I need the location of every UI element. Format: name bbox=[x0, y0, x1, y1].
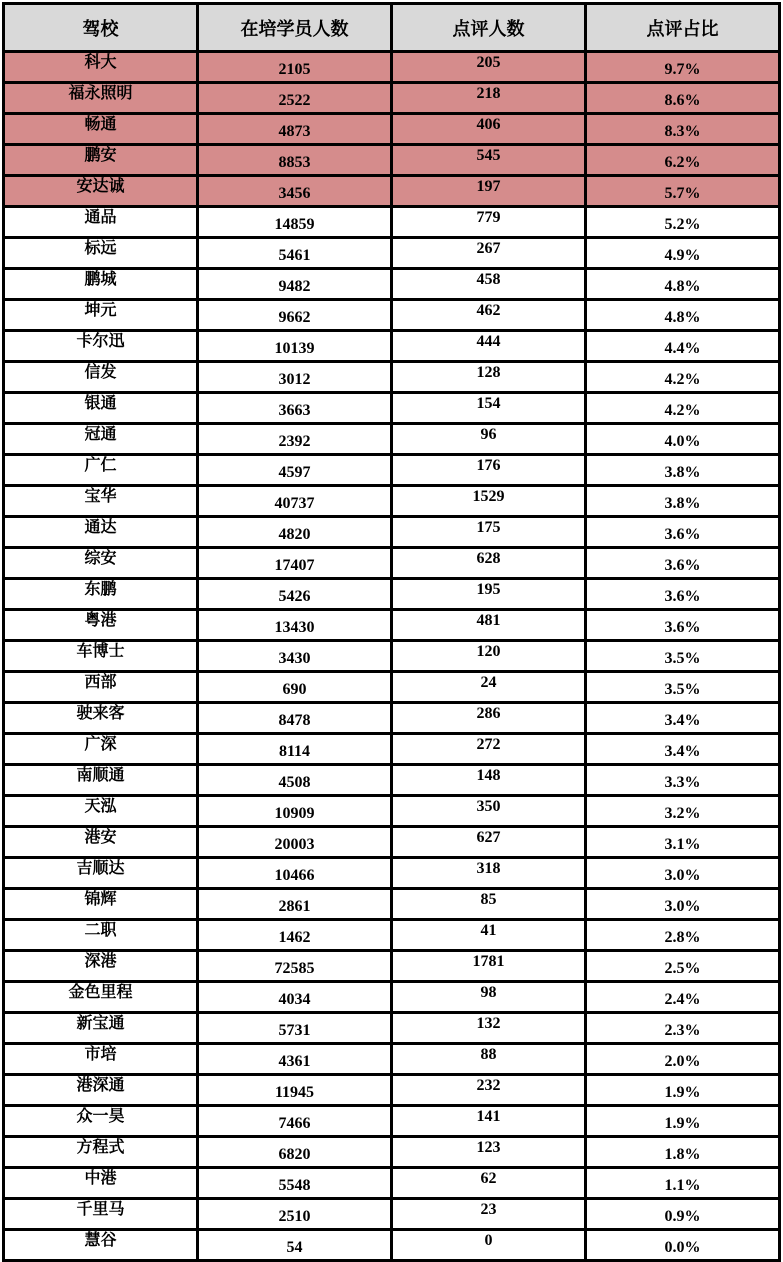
table-row bbox=[4, 393, 780, 424]
cell-school-name: 卡尔迅 bbox=[4, 331, 198, 362]
cell-review-ratio: 3.6% bbox=[586, 579, 780, 610]
cell-review-ratio: 4.0% bbox=[586, 424, 780, 455]
cell-reviews-count: 148 bbox=[392, 765, 586, 796]
cell-review-ratio: 3.6% bbox=[586, 548, 780, 579]
cell-students-count: 9482 bbox=[198, 269, 392, 300]
cell-school-name: 南顺通 bbox=[4, 765, 198, 796]
table-row bbox=[4, 796, 780, 827]
col-header-ratio: 点评占比 bbox=[586, 4, 780, 52]
cell-review-ratio: 3.0% bbox=[586, 858, 780, 889]
cell-reviews-count: 154 bbox=[392, 393, 586, 424]
cell-reviews-count: 458 bbox=[392, 269, 586, 300]
cell-reviews-count: 128 bbox=[392, 362, 586, 393]
cell-students-count: 20003 bbox=[198, 827, 392, 858]
cell-review-ratio: 3.5% bbox=[586, 672, 780, 703]
cell-review-ratio: 9.7% bbox=[586, 52, 780, 83]
cell-reviews-count: 545 bbox=[392, 145, 586, 176]
table-row bbox=[4, 1013, 780, 1044]
cell-students-count: 40737 bbox=[198, 486, 392, 517]
cell-reviews-count: 176 bbox=[392, 455, 586, 486]
table-row bbox=[4, 83, 780, 114]
table-row bbox=[4, 238, 780, 269]
table-row bbox=[4, 610, 780, 641]
cell-school-name: 市培 bbox=[4, 1044, 198, 1075]
cell-school-name: 车博士 bbox=[4, 641, 198, 672]
cell-reviews-count: 286 bbox=[392, 703, 586, 734]
table-row bbox=[4, 455, 780, 486]
cell-reviews-count: 1781 bbox=[392, 951, 586, 982]
header-row bbox=[4, 4, 780, 52]
cell-students-count: 10909 bbox=[198, 796, 392, 827]
table-row bbox=[4, 1168, 780, 1199]
cell-school-name: 驶来客 bbox=[4, 703, 198, 734]
cell-review-ratio: 6.2% bbox=[586, 145, 780, 176]
table-row bbox=[4, 920, 780, 951]
cell-reviews-count: 1529 bbox=[392, 486, 586, 517]
cell-school-name: 广仁 bbox=[4, 455, 198, 486]
cell-students-count: 3663 bbox=[198, 393, 392, 424]
cell-school-name: 锦辉 bbox=[4, 889, 198, 920]
table-row bbox=[4, 486, 780, 517]
cell-students-count: 11945 bbox=[198, 1075, 392, 1106]
cell-students-count: 13430 bbox=[198, 610, 392, 641]
cell-students-count: 2522 bbox=[198, 83, 392, 114]
cell-school-name: 综安 bbox=[4, 548, 198, 579]
cell-school-name: 冠通 bbox=[4, 424, 198, 455]
cell-reviews-count: 462 bbox=[392, 300, 586, 331]
cell-school-name: 慧谷 bbox=[4, 1230, 198, 1261]
cell-review-ratio: 4.2% bbox=[586, 362, 780, 393]
table-row bbox=[4, 858, 780, 889]
cell-review-ratio: 3.0% bbox=[586, 889, 780, 920]
cell-reviews-count: 62 bbox=[392, 1168, 586, 1199]
table-row bbox=[4, 1199, 780, 1230]
table-row bbox=[4, 889, 780, 920]
cell-review-ratio: 2.4% bbox=[586, 982, 780, 1013]
cell-students-count: 4597 bbox=[198, 455, 392, 486]
cell-students-count: 54 bbox=[198, 1230, 392, 1261]
cell-school-name: 深港 bbox=[4, 951, 198, 982]
cell-students-count: 17407 bbox=[198, 548, 392, 579]
cell-reviews-count: 98 bbox=[392, 982, 586, 1013]
cell-review-ratio: 3.6% bbox=[586, 610, 780, 641]
cell-reviews-count: 779 bbox=[392, 207, 586, 238]
cell-school-name: 信发 bbox=[4, 362, 198, 393]
cell-school-name: 吉顺达 bbox=[4, 858, 198, 889]
cell-students-count: 5426 bbox=[198, 579, 392, 610]
cell-reviews-count: 218 bbox=[392, 83, 586, 114]
cell-reviews-count: 23 bbox=[392, 1199, 586, 1230]
cell-students-count: 5548 bbox=[198, 1168, 392, 1199]
cell-reviews-count: 123 bbox=[392, 1137, 586, 1168]
cell-school-name: 畅通 bbox=[4, 114, 198, 145]
cell-students-count: 5461 bbox=[198, 238, 392, 269]
driving-school-table bbox=[2, 2, 781, 1262]
cell-students-count: 690 bbox=[198, 672, 392, 703]
cell-students-count: 2861 bbox=[198, 889, 392, 920]
table-row bbox=[4, 1137, 780, 1168]
cell-school-name: 港安 bbox=[4, 827, 198, 858]
table-row bbox=[4, 641, 780, 672]
cell-students-count: 4873 bbox=[198, 114, 392, 145]
cell-review-ratio: 3.4% bbox=[586, 703, 780, 734]
cell-reviews-count: 96 bbox=[392, 424, 586, 455]
cell-review-ratio: 2.5% bbox=[586, 951, 780, 982]
table-body bbox=[4, 52, 780, 1261]
cell-review-ratio: 4.2% bbox=[586, 393, 780, 424]
cell-review-ratio: 3.1% bbox=[586, 827, 780, 858]
cell-review-ratio: 0.9% bbox=[586, 1199, 780, 1230]
table-row bbox=[4, 1075, 780, 1106]
cell-reviews-count: 232 bbox=[392, 1075, 586, 1106]
cell-review-ratio: 4.4% bbox=[586, 331, 780, 362]
cell-reviews-count: 85 bbox=[392, 889, 586, 920]
cell-review-ratio: 4.8% bbox=[586, 269, 780, 300]
cell-review-ratio: 3.5% bbox=[586, 641, 780, 672]
table-row bbox=[4, 207, 780, 238]
cell-reviews-count: 406 bbox=[392, 114, 586, 145]
cell-students-count: 4034 bbox=[198, 982, 392, 1013]
cell-reviews-count: 141 bbox=[392, 1106, 586, 1137]
table-row bbox=[4, 982, 780, 1013]
cell-review-ratio: 8.3% bbox=[586, 114, 780, 145]
table-row bbox=[4, 424, 780, 455]
table-row bbox=[4, 300, 780, 331]
cell-school-name: 标远 bbox=[4, 238, 198, 269]
cell-review-ratio: 1.9% bbox=[586, 1106, 780, 1137]
cell-students-count: 3012 bbox=[198, 362, 392, 393]
table-row bbox=[4, 703, 780, 734]
table-row bbox=[4, 827, 780, 858]
cell-students-count: 72585 bbox=[198, 951, 392, 982]
cell-students-count: 3430 bbox=[198, 641, 392, 672]
cell-school-name: 坤元 bbox=[4, 300, 198, 331]
cell-review-ratio: 2.3% bbox=[586, 1013, 780, 1044]
table-row bbox=[4, 951, 780, 982]
cell-review-ratio: 5.2% bbox=[586, 207, 780, 238]
table-row bbox=[4, 734, 780, 765]
cell-students-count: 2392 bbox=[198, 424, 392, 455]
table-row bbox=[4, 517, 780, 548]
cell-reviews-count: 120 bbox=[392, 641, 586, 672]
table-row bbox=[4, 672, 780, 703]
cell-school-name: 中港 bbox=[4, 1168, 198, 1199]
table-row bbox=[4, 145, 780, 176]
cell-review-ratio: 2.0% bbox=[586, 1044, 780, 1075]
cell-students-count: 2105 bbox=[198, 52, 392, 83]
cell-students-count: 8114 bbox=[198, 734, 392, 765]
table-row bbox=[4, 1230, 780, 1261]
table-row bbox=[4, 579, 780, 610]
cell-school-name: 方程式 bbox=[4, 1137, 198, 1168]
cell-review-ratio: 8.6% bbox=[586, 83, 780, 114]
table-row bbox=[4, 1044, 780, 1075]
cell-students-count: 10466 bbox=[198, 858, 392, 889]
table-row bbox=[4, 765, 780, 796]
cell-students-count: 4361 bbox=[198, 1044, 392, 1075]
cell-school-name: 新宝通 bbox=[4, 1013, 198, 1044]
cell-reviews-count: 272 bbox=[392, 734, 586, 765]
cell-school-name: 千里马 bbox=[4, 1199, 198, 1230]
col-header-students: 在培学员人数 bbox=[198, 4, 392, 52]
cell-students-count: 3456 bbox=[198, 176, 392, 207]
cell-reviews-count: 41 bbox=[392, 920, 586, 951]
cell-students-count: 10139 bbox=[198, 331, 392, 362]
cell-review-ratio: 4.9% bbox=[586, 238, 780, 269]
cell-review-ratio: 1.9% bbox=[586, 1075, 780, 1106]
cell-review-ratio: 3.2% bbox=[586, 796, 780, 827]
cell-reviews-count: 88 bbox=[392, 1044, 586, 1075]
cell-students-count: 7466 bbox=[198, 1106, 392, 1137]
cell-school-name: 银通 bbox=[4, 393, 198, 424]
cell-school-name: 科大 bbox=[4, 52, 198, 83]
col-header-school: 驾校 bbox=[4, 4, 198, 52]
cell-students-count: 9662 bbox=[198, 300, 392, 331]
cell-reviews-count: 197 bbox=[392, 176, 586, 207]
cell-reviews-count: 481 bbox=[392, 610, 586, 641]
cell-students-count: 14859 bbox=[198, 207, 392, 238]
cell-reviews-count: 205 bbox=[392, 52, 586, 83]
cell-reviews-count: 444 bbox=[392, 331, 586, 362]
cell-review-ratio: 3.8% bbox=[586, 486, 780, 517]
cell-reviews-count: 627 bbox=[392, 827, 586, 858]
table-row bbox=[4, 176, 780, 207]
cell-review-ratio: 3.4% bbox=[586, 734, 780, 765]
table-row bbox=[4, 269, 780, 300]
cell-school-name: 鹏安 bbox=[4, 145, 198, 176]
cell-students-count: 2510 bbox=[198, 1199, 392, 1230]
table-row bbox=[4, 1106, 780, 1137]
cell-school-name: 福永照明 bbox=[4, 83, 198, 114]
cell-school-name: 天泓 bbox=[4, 796, 198, 827]
cell-reviews-count: 132 bbox=[392, 1013, 586, 1044]
cell-school-name: 二职 bbox=[4, 920, 198, 951]
cell-school-name: 粤港 bbox=[4, 610, 198, 641]
table-row bbox=[4, 362, 780, 393]
cell-school-name: 安达诚 bbox=[4, 176, 198, 207]
cell-school-name: 西部 bbox=[4, 672, 198, 703]
cell-students-count: 4820 bbox=[198, 517, 392, 548]
cell-review-ratio: 4.8% bbox=[586, 300, 780, 331]
cell-review-ratio: 1.1% bbox=[586, 1168, 780, 1199]
cell-review-ratio: 3.6% bbox=[586, 517, 780, 548]
cell-school-name: 东鹏 bbox=[4, 579, 198, 610]
cell-school-name: 港深通 bbox=[4, 1075, 198, 1106]
cell-review-ratio: 5.7% bbox=[586, 176, 780, 207]
cell-school-name: 众一昊 bbox=[4, 1106, 198, 1137]
cell-review-ratio: 1.8% bbox=[586, 1137, 780, 1168]
table-row bbox=[4, 52, 780, 83]
cell-students-count: 5731 bbox=[198, 1013, 392, 1044]
cell-review-ratio: 3.3% bbox=[586, 765, 780, 796]
cell-students-count: 1462 bbox=[198, 920, 392, 951]
cell-students-count: 6820 bbox=[198, 1137, 392, 1168]
cell-students-count: 4508 bbox=[198, 765, 392, 796]
cell-reviews-count: 0 bbox=[392, 1230, 586, 1261]
cell-students-count: 8853 bbox=[198, 145, 392, 176]
table-row bbox=[4, 114, 780, 145]
cell-reviews-count: 175 bbox=[392, 517, 586, 548]
cell-students-count: 8478 bbox=[198, 703, 392, 734]
cell-review-ratio: 0.0% bbox=[586, 1230, 780, 1261]
cell-reviews-count: 628 bbox=[392, 548, 586, 579]
cell-school-name: 通品 bbox=[4, 207, 198, 238]
cell-review-ratio: 3.8% bbox=[586, 455, 780, 486]
cell-school-name: 宝华 bbox=[4, 486, 198, 517]
cell-reviews-count: 267 bbox=[392, 238, 586, 269]
table-row bbox=[4, 331, 780, 362]
cell-reviews-count: 318 bbox=[392, 858, 586, 889]
table-row bbox=[4, 548, 780, 579]
cell-school-name: 广深 bbox=[4, 734, 198, 765]
col-header-reviews: 点评人数 bbox=[392, 4, 586, 52]
cell-reviews-count: 195 bbox=[392, 579, 586, 610]
cell-reviews-count: 350 bbox=[392, 796, 586, 827]
cell-school-name: 鹏城 bbox=[4, 269, 198, 300]
cell-school-name: 金色里程 bbox=[4, 982, 198, 1013]
cell-reviews-count: 24 bbox=[392, 672, 586, 703]
cell-review-ratio: 2.8% bbox=[586, 920, 780, 951]
cell-school-name: 通达 bbox=[4, 517, 198, 548]
